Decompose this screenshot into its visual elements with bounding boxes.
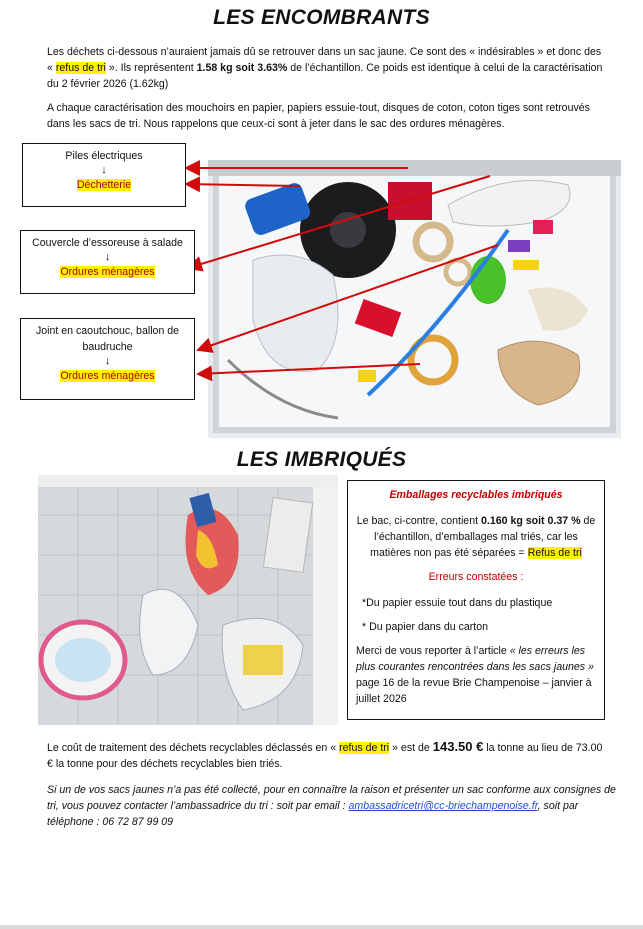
refus-de-tri-highlight: Refus de tri [527, 547, 582, 559]
info-body [356, 513, 596, 561]
bottom-border [0, 925, 643, 929]
reminder-paragraph: A chaque caractérisation des mouchoirs en papier, papiers essuie-tout, disques de coton, coton tiges sont retrouvés dans les sacs de tri. Nous rappelons que ceux-ci sont à jeter dans le sac des ordures ménagères. [47, 102, 590, 130]
ref-article-title: « les erreurs les plus courantes rencontrées dans les sacs jaunes » [356, 645, 594, 673]
arrow-to-lid-label [188, 176, 490, 268]
error-item: *Du papier essuie tout dans du plastique [362, 597, 553, 609]
section-title-encombrants: LES ENCOMBRANTS [213, 6, 430, 29]
ref-text-a: Merci de vous reporter à l’article [356, 645, 507, 657]
info-weight: 0.160 kg soit 0.37 % [480, 515, 581, 527]
section-title-imbriques: LES IMBRIQUÉS [236, 448, 407, 471]
cost-text-c: la tonne au lieu de 73.00 € la tonne pour des déchets recyclables bien triés. [47, 742, 603, 770]
intro-text-c: de l’échantillon. Ce poids est identique à celui de la caractérisation du 2 février 2026 (1.62kg) [47, 62, 603, 90]
intro-text-a: Les déchets ci-dessous n’auraient jamais dû se retrouver dans un sac jaune. Ce sont des « indésirables » et donc des « [47, 46, 602, 74]
arrow-down-icon: ↓ [104, 355, 111, 367]
contact-text-a: Si un de vos sacs jaunes n’a pas été collecté, pour en connaître la raison et présenter un sac conforme aux consignes de tri, vous pouvez contacter l’ambassadrice du tri : soit par email : [47, 784, 616, 812]
arrow-down-icon: ↓ [101, 164, 107, 176]
label-destination: Déchetterie [76, 179, 132, 191]
contact-text-b: , soit par téléphone : 06 72 87 99 09 [47, 800, 579, 828]
label-item: Joint en caoutchouc, ballon de baudruche [35, 325, 180, 353]
info-heading: Emballages recyclables imbriqués [389, 489, 563, 501]
cost-amount: 143.50 € [432, 739, 484, 754]
label-destination: Ordures ménagères [60, 370, 155, 382]
error-item: * Du papier dans du carton [362, 621, 489, 633]
label-box-lid [20, 230, 195, 294]
info-text-b: de l’échantillon, d’emballages mal triés, car les matières non pas été séparées = [370, 515, 596, 559]
refus-de-tri-highlight: refus de tri [339, 742, 390, 754]
contact-paragraph [47, 782, 627, 830]
info-text-a: Le bac, ci-contre, contient [356, 515, 479, 527]
imbriques-photo [38, 475, 338, 725]
arrow-to-joint-label [198, 245, 498, 350]
refus-de-tri-highlight: refus de tri [55, 62, 106, 74]
cost-paragraph [47, 739, 607, 772]
ref-text-b: page 16 de la revue Brie Champenoise – janvier à juillet 2026 [356, 677, 592, 705]
errors-title: Erreurs constatées : [428, 571, 524, 583]
email-link[interactable]: ambassadricetri@cc-briechampenoise.fr [348, 800, 538, 812]
info-box-imbriques [347, 480, 605, 720]
label-box-batteries [22, 143, 186, 207]
cost-text-a: Le coût de traitement des déchets recyclables déclassés en « [47, 742, 337, 754]
label-destination: Ordures ménagères [60, 266, 155, 278]
arrow-to-battery-label-2 [186, 184, 300, 186]
label-item: Piles électriques [65, 150, 143, 162]
intro-text-b: ». Ils représentent [108, 62, 194, 74]
bin-photo [38, 475, 338, 725]
arrow-down-icon: ↓ [104, 251, 111, 263]
cost-text-b: » est de [392, 742, 430, 754]
intro-weight: 1.58 kg soit 3.63% [196, 62, 288, 74]
label-item: Couvercle d’essoreuse à salade [32, 237, 183, 249]
article-reference [356, 643, 596, 707]
label-box-joint [20, 318, 195, 400]
arrow-to-balloon-label [198, 364, 420, 374]
